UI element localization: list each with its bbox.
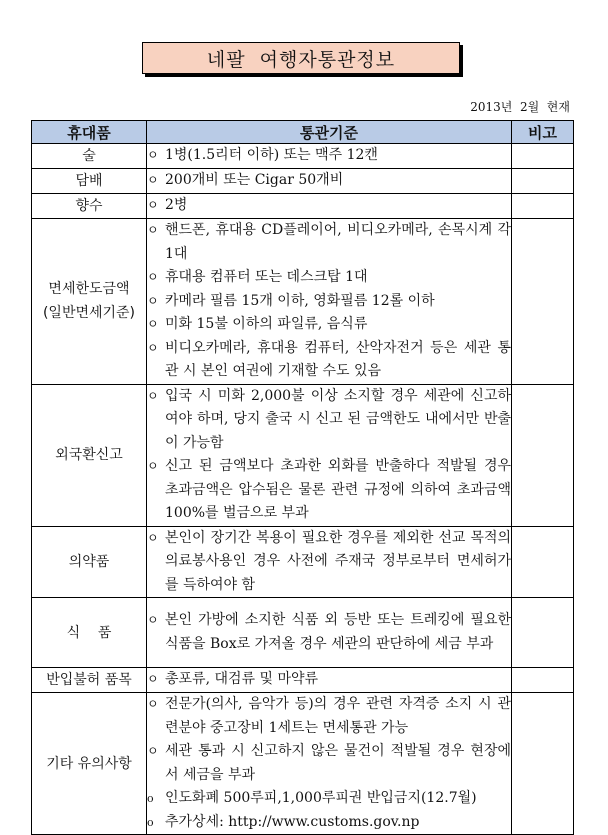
note-cell <box>512 384 574 526</box>
note-cell <box>512 169 574 194</box>
standard-bullet <box>147 194 511 218</box>
bullet-marker: ㅇ <box>147 613 159 627</box>
item-cell <box>32 693 147 835</box>
item-label: 식 품 <box>66 624 112 641</box>
date-label: 2013년 2월 현재 <box>470 100 570 114</box>
header-standard: 통관기준 <box>147 121 512 144</box>
standard-bullet <box>147 527 511 598</box>
standard-bullet <box>147 219 511 266</box>
standard-cell <box>147 194 512 219</box>
bullet-marker: ㅇ <box>147 697 159 711</box>
bullet-marker: o <box>147 815 154 829</box>
standard-bullet <box>147 290 511 314</box>
item-cell <box>32 668 147 693</box>
standard-text: 본인이 장기간 복용이 필요한 경우를 제외한 선교 목적의 의료봉사용인 경우 사전에 주재국 정부로부터 면세허가를 득하여야 함 <box>165 529 511 593</box>
standard-text: 미화 15불 이하의 파일류, 음식류 <box>165 316 368 332</box>
item-cell <box>32 144 147 169</box>
standard-text: 추가상세: http://www.customs.gov.np <box>165 813 420 830</box>
note-cell <box>512 526 574 598</box>
standard-bullet <box>147 787 511 811</box>
table-row <box>32 219 574 385</box>
standard-text: 휴대용 컴퓨터 또는 데스크탑 1대 <box>165 269 368 285</box>
standard-bullet <box>147 609 511 656</box>
bullet-marker: ㅇ <box>147 223 159 237</box>
standard-bullet <box>147 144 511 168</box>
table-row <box>32 526 574 598</box>
bullet-marker: ㅇ <box>147 340 159 355</box>
standard-text: 입국 시 미화 2,000불 이상 소지할 경우 세관에 신고하여야 하며, 당지 출국 시 신고 된 금액한도 내에서만 반출이 가능함 <box>165 387 511 451</box>
standard-text: 핸드폰, 휴대용 CD플레이어, 비디오카메라, 손목시계 각 1대 <box>165 222 511 262</box>
standard-bullet <box>147 385 511 456</box>
standard-text: 본인 가방에 소지한 식품 외 등반 또는 트레킹에 필요한 식품을 Box로 가져올 경우 세관의 판단하에 세금 부과 <box>165 612 511 652</box>
customs-table <box>31 120 574 835</box>
bullet-marker: ㅇ <box>147 148 159 163</box>
note-cell <box>512 693 574 835</box>
item-cell <box>32 194 147 219</box>
note-cell <box>512 194 574 219</box>
item-label: 의약품 <box>68 553 110 570</box>
standard-cell <box>147 384 512 526</box>
standard-text: 총포류, 대검류 및 마약류 <box>165 671 319 688</box>
bullet-marker: ㅇ <box>147 293 159 308</box>
standard-cell <box>147 598 512 668</box>
standard-text: 비디오카메라, 휴대용 컴퓨터, 산악자전거 등은 세관 통관 시 본인 여권에 기재할 수도 있음 <box>165 339 511 379</box>
item-label: 면세한도금액 <box>48 281 130 298</box>
table-row <box>32 194 574 219</box>
standard-bullet <box>147 668 511 692</box>
item-label: 기타 유의사항 <box>46 755 132 772</box>
header-row <box>32 121 574 144</box>
table-row <box>32 668 574 693</box>
bullet-marker: ㅇ <box>147 388 159 403</box>
standard-text: 신고 된 금액보다 초과한 외화를 반출하다 적발될 경우 초과금액은 압수됨은 물론 관련 규정에 의하여 초과금액 100%를 벌금으로 부과 <box>165 458 511 521</box>
standard-bullet <box>147 337 511 384</box>
bullet-marker: ㅇ <box>147 317 159 331</box>
standard-bullet <box>147 693 511 740</box>
standard-bullet <box>147 740 511 787</box>
item-cell <box>32 169 147 194</box>
page-title-text: 네팔 여행자통관정보 <box>206 48 396 71</box>
header-item: 휴대품 <box>32 121 147 144</box>
item-cell <box>32 219 147 385</box>
standard-bullet <box>147 169 511 193</box>
standard-bullet <box>147 455 511 526</box>
standard-text: 인도화폐 500루피,1,000루피권 반입금지(12.7월) <box>165 790 477 806</box>
item-label: 향수 <box>75 198 103 214</box>
note-cell <box>512 144 574 169</box>
standard-cell <box>147 526 512 598</box>
item-label: (일반면세기준) <box>42 305 136 322</box>
note-cell <box>512 668 574 693</box>
bullet-marker: ㅇ <box>147 173 159 188</box>
page-title <box>142 42 460 74</box>
standard-text: 2병 <box>165 197 188 214</box>
bullet-marker: ㅇ <box>147 270 159 284</box>
bullet-marker: ㅇ <box>147 672 159 687</box>
standard-text: 1병(1.5리터 이하) 또는 맥주 12캔 <box>165 147 378 164</box>
item-label: 술 <box>82 148 96 164</box>
standard-cell <box>147 668 512 693</box>
bullet-marker: ㅇ <box>147 459 159 473</box>
standard-cell <box>147 693 512 835</box>
bullet-marker: o <box>147 792 154 805</box>
bullet-marker: ㅇ <box>147 198 159 213</box>
header-note: 비고 <box>512 121 574 144</box>
standard-cell <box>147 144 512 169</box>
item-label: 반입불허 품목 <box>46 672 132 688</box>
table-row <box>32 598 574 668</box>
standard-text: 세관 통과 시 신고하지 않은 물건이 적발될 경우 현장에서 세금을 부과 <box>165 743 511 783</box>
table-row <box>32 144 574 169</box>
note-cell <box>512 219 574 385</box>
item-label: 외국환신고 <box>55 447 123 463</box>
note-cell <box>512 598 574 668</box>
item-cell <box>32 526 147 598</box>
bullet-marker: ㅇ <box>147 530 159 545</box>
table-row <box>32 693 574 835</box>
table-row <box>32 169 574 194</box>
standard-bullet <box>147 266 511 290</box>
standard-text: 200개비 또는 Cigar 50개비 <box>165 172 344 189</box>
table-row <box>32 384 574 526</box>
standard-bullet <box>147 313 511 337</box>
standard-cell <box>147 219 512 385</box>
item-label: 담배 <box>75 173 103 189</box>
item-cell <box>32 384 147 526</box>
standard-text: 전문가(의사, 음악가 등)의 경우 관련 자격증 소지 시 관련분야 중고장비 1세트는 면세통관 가능 <box>165 696 511 736</box>
standard-text: 카메라 필름 15개 이하, 영화필름 12롤 이하 <box>165 292 435 309</box>
item-cell <box>32 598 147 668</box>
bullet-marker: ㅇ <box>147 744 159 758</box>
standard-cell <box>147 169 512 194</box>
standard-bullet <box>147 811 511 835</box>
